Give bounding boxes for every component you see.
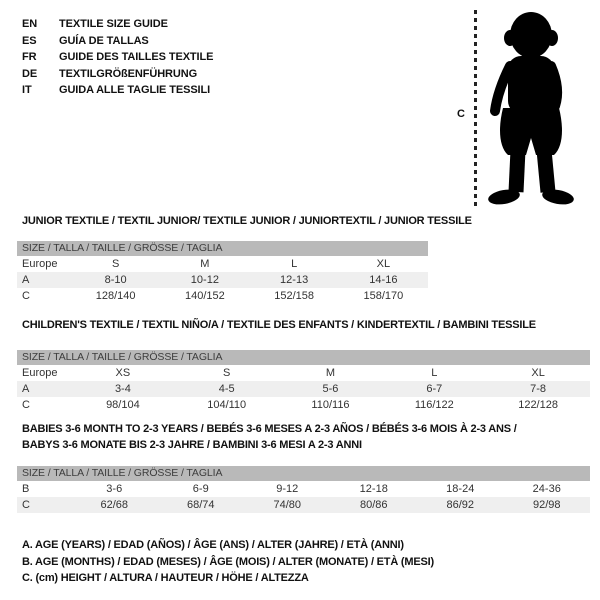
size-cell: 9-12 [276, 483, 299, 495]
footnote-a: A. AGE (YEARS) / EDAD (AÑOS) / ÂGE (ANS) / ALTER (JAHRE) / ETÀ (ANNI) [22, 539, 404, 551]
height-measure-line [474, 10, 477, 207]
language-row [22, 66, 213, 83]
language-row [22, 49, 213, 66]
size-cell: 3-6 [106, 483, 123, 495]
table-title-line: BABIES 3-6 MONTH TO 2-3 YEARS / BEBÉS 3-6 MESES A 2-3 AÑOS / BÉBÉS 3-6 MOIS À 2-3 ANS / [22, 423, 517, 435]
toddler-silhouette-icon [483, 8, 578, 210]
junior-size-table [17, 256, 428, 304]
size-cell: L [431, 367, 438, 379]
row-label-cell: C [22, 290, 30, 302]
babies-textile-section [17, 422, 590, 513]
table-row [17, 381, 590, 397]
language-label: GUIDE DES TAILLES TEXTILE [59, 51, 214, 63]
table-title-line: BABYS 3-6 MONATE BIS 2-3 JAHRE / BAMBINI 3-6 MESI A 2-3 ANNI [22, 438, 362, 451]
language-title-list [22, 16, 213, 99]
table-row [17, 397, 590, 413]
language-code: ES [22, 34, 37, 47]
footnote-legend [22, 537, 434, 587]
size-header-bar: SIZE / TALLA / TAILLE / GRÖSSE / TAGLIA [17, 350, 590, 365]
row-label-cell: C [17, 497, 71, 513]
footnote-c: C. (cm) HEIGHT / ALTURA / HAUTEUR / HÖHE / ALTEZZA [22, 572, 309, 584]
size-cell: 18-24 [446, 483, 475, 495]
size-cell: 140/152 [184, 290, 225, 302]
language-row [22, 16, 213, 33]
size-cell: 104/110 [207, 399, 247, 411]
size-cell: 74/80 [244, 497, 331, 513]
language-label: TEXTILGRÖßENFÜHRUNG [59, 67, 198, 80]
table-row [17, 365, 590, 381]
table-row [17, 481, 590, 497]
size-cell: 116/122 [414, 399, 454, 411]
size-cell: M [200, 258, 210, 270]
table-row [17, 272, 428, 288]
size-cell: 8-10 [71, 272, 160, 288]
language-code: IT [22, 84, 32, 96]
size-cell: XL [531, 367, 545, 379]
row-label-cell: C [22, 399, 30, 411]
size-cell: M [325, 367, 336, 379]
size-cell: 4-5 [175, 381, 279, 397]
size-cell: 80/86 [331, 497, 418, 513]
row-label-cell: B [22, 483, 30, 495]
row-label-cell: A [17, 272, 71, 288]
size-cell: XL [376, 258, 391, 270]
size-cell: 152/158 [274, 290, 314, 302]
table-title: JUNIOR TEXTILE / TEXTIL JUNIOR/ TEXTILE JUNIOR / JUNIORTEXTIL / JUNIOR TESSILE [22, 215, 472, 227]
size-cell: 5-6 [279, 381, 383, 397]
size-cell: 62/68 [71, 497, 158, 513]
childrens-textile-section [17, 319, 590, 413]
childrens-size-table [17, 365, 590, 413]
babies-size-table [17, 481, 590, 513]
height-figure [455, 8, 590, 212]
language-code: FR [22, 51, 37, 63]
size-cell: S [223, 367, 231, 379]
size-cell: 86/92 [417, 497, 504, 513]
size-cell: 122/128 [518, 399, 558, 411]
size-cell: 158/170 [363, 290, 404, 302]
size-header-bar: SIZE / TALLA / TAILLE / GRÖSSE / TAGLIA [17, 241, 428, 256]
table-title [17, 422, 590, 453]
size-cell: 24-36 [532, 483, 561, 495]
language-code: DE [22, 67, 38, 80]
size-cell: L [291, 258, 298, 270]
language-label: GUÍA DE TALLAS [59, 34, 149, 47]
height-measure-label: C [457, 108, 465, 120]
row-label-cell: Europe [22, 258, 58, 270]
row-label-cell: Europe [22, 367, 58, 379]
size-cell: 92/98 [504, 497, 591, 513]
table-row [17, 497, 590, 513]
size-cell: 6-9 [192, 483, 209, 495]
language-label: TEXTILE SIZE GUIDE [59, 18, 168, 30]
size-cell: 7-8 [486, 381, 590, 397]
size-cell: 68/74 [158, 497, 245, 513]
row-label-cell: A [17, 381, 71, 397]
size-cell: 10-12 [160, 272, 249, 288]
size-cell: 6-7 [382, 381, 486, 397]
table-title: CHILDREN'S TEXTILE / TEXTIL NIÑO/A / TEXTILE DES ENFANTS / KINDERTEXTIL / BAMBINI TESSILE [22, 319, 536, 331]
language-label: GUIDA ALLE TAGLIE TESSILI [59, 84, 211, 96]
size-cell: 98/104 [106, 399, 140, 411]
language-row [22, 82, 213, 99]
table-row [17, 256, 428, 272]
language-code: EN [22, 18, 38, 30]
table-row [17, 288, 428, 304]
size-cell: 14-16 [339, 272, 428, 288]
footnote-b: B. AGE (MONTHS) / EDAD (MESES) / ÂGE (MOIS) / ALTER (MONATE) / ETÀ (MESI) [22, 555, 434, 568]
size-cell: S [111, 258, 120, 270]
size-cell: 3-4 [71, 381, 175, 397]
size-cell: 12-18 [359, 483, 388, 495]
size-cell: XS [115, 367, 131, 379]
size-header-bar: SIZE / TALLA / TAILLE / GRÖSSE / TAGLIA [17, 466, 590, 481]
junior-textile-section [17, 215, 472, 304]
size-cell: 128/140 [95, 290, 136, 302]
size-cell: 12-13 [250, 272, 339, 288]
language-row [22, 33, 213, 50]
size-cell: 110/116 [311, 399, 350, 411]
